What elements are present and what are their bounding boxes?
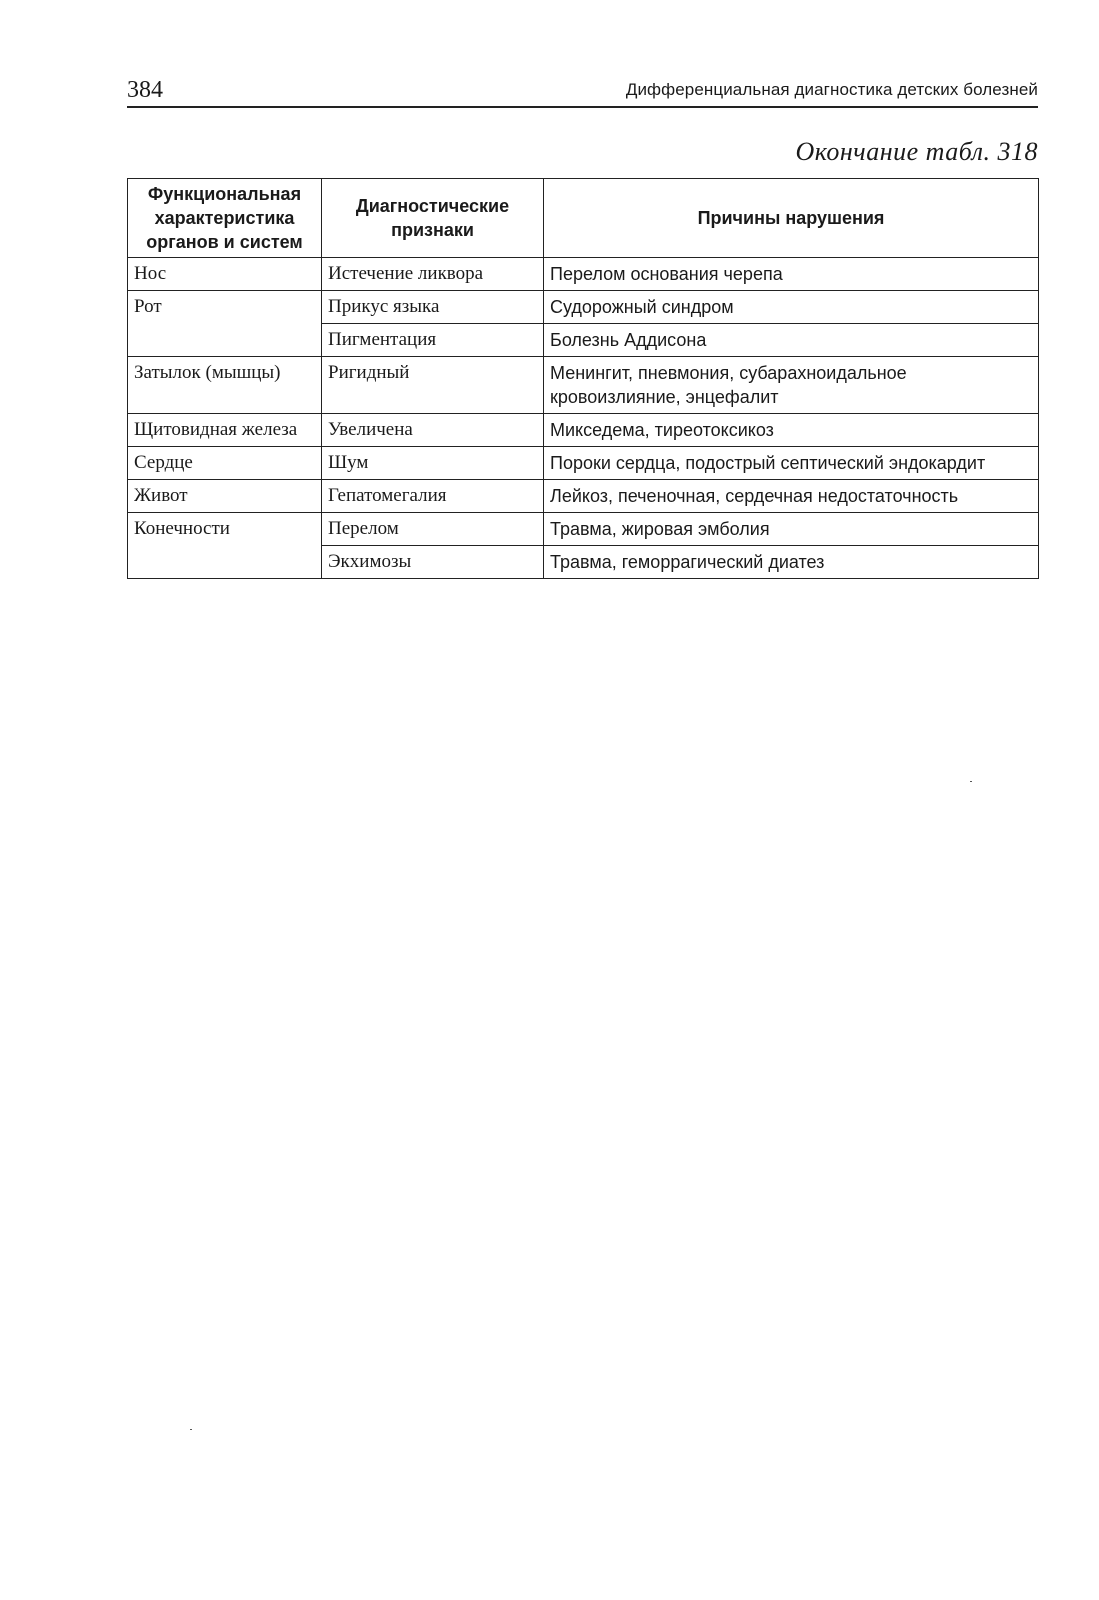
page-header	[127, 74, 1038, 108]
table-header-row	[128, 179, 1039, 258]
causes-cell: Менингит, пневмония, субарахноидальное кровоизлияние, энцефалит	[544, 357, 1039, 414]
organ-cell: Рот	[128, 291, 322, 357]
causes-cell: Судорожный синдром	[544, 291, 1039, 324]
running-title: Дифференциальная диагностика детских болезней	[625, 80, 1038, 99]
organ-cell: Сердце	[128, 447, 322, 480]
column-header-signs: Диагностические признаки	[322, 179, 544, 258]
organ-cell: Нос	[128, 258, 322, 291]
signs-cell: Истечение ликвора	[322, 258, 544, 291]
causes-cell: Лейкоз, печеночная, сердечная недостаточность	[544, 480, 1039, 513]
organ-cell: Конечности	[128, 513, 322, 579]
table-row	[128, 357, 1039, 414]
signs-cell: Шум	[322, 447, 544, 480]
signs-cell: Гепатомегалия	[322, 480, 544, 513]
column-header-organ: Функциональная характеристика органов и систем	[128, 179, 322, 258]
signs-cell: Пигментация	[322, 324, 544, 357]
organ-cell: Затылок (мышцы)	[128, 357, 322, 414]
causes-cell: Болезнь Аддисона	[544, 324, 1039, 357]
table-row	[128, 480, 1039, 513]
causes-cell: Микседема, тиреотоксикоз	[544, 414, 1039, 447]
causes-cell: Травма, геморрагический диатез	[544, 546, 1039, 579]
scan-speck	[190, 1429, 192, 1430]
table-row	[128, 447, 1039, 480]
causes-cell: Пороки сердца, подострый септический эндокардит	[544, 447, 1039, 480]
table-row	[128, 258, 1039, 291]
causes-cell: Перелом основания черепа	[544, 258, 1039, 291]
table-row	[128, 291, 1039, 324]
signs-cell: Экхимозы	[322, 546, 544, 579]
organ-cell: Живот	[128, 480, 322, 513]
scan-speck	[970, 781, 972, 782]
diagnostic-table	[127, 178, 1039, 579]
causes-cell: Травма, жировая эмболия	[544, 513, 1039, 546]
organ-cell: Щитовидная железа	[128, 414, 322, 447]
table-caption: Окончание табл. 318	[795, 137, 1038, 166]
page-number: 384	[127, 77, 163, 103]
signs-cell: Ригидный	[322, 357, 544, 414]
table-row	[128, 513, 1039, 546]
signs-cell: Прикус языка	[322, 291, 544, 324]
column-header-causes: Причины нарушения	[544, 179, 1039, 258]
signs-cell: Перелом	[322, 513, 544, 546]
signs-cell: Увеличена	[322, 414, 544, 447]
table-row	[128, 414, 1039, 447]
